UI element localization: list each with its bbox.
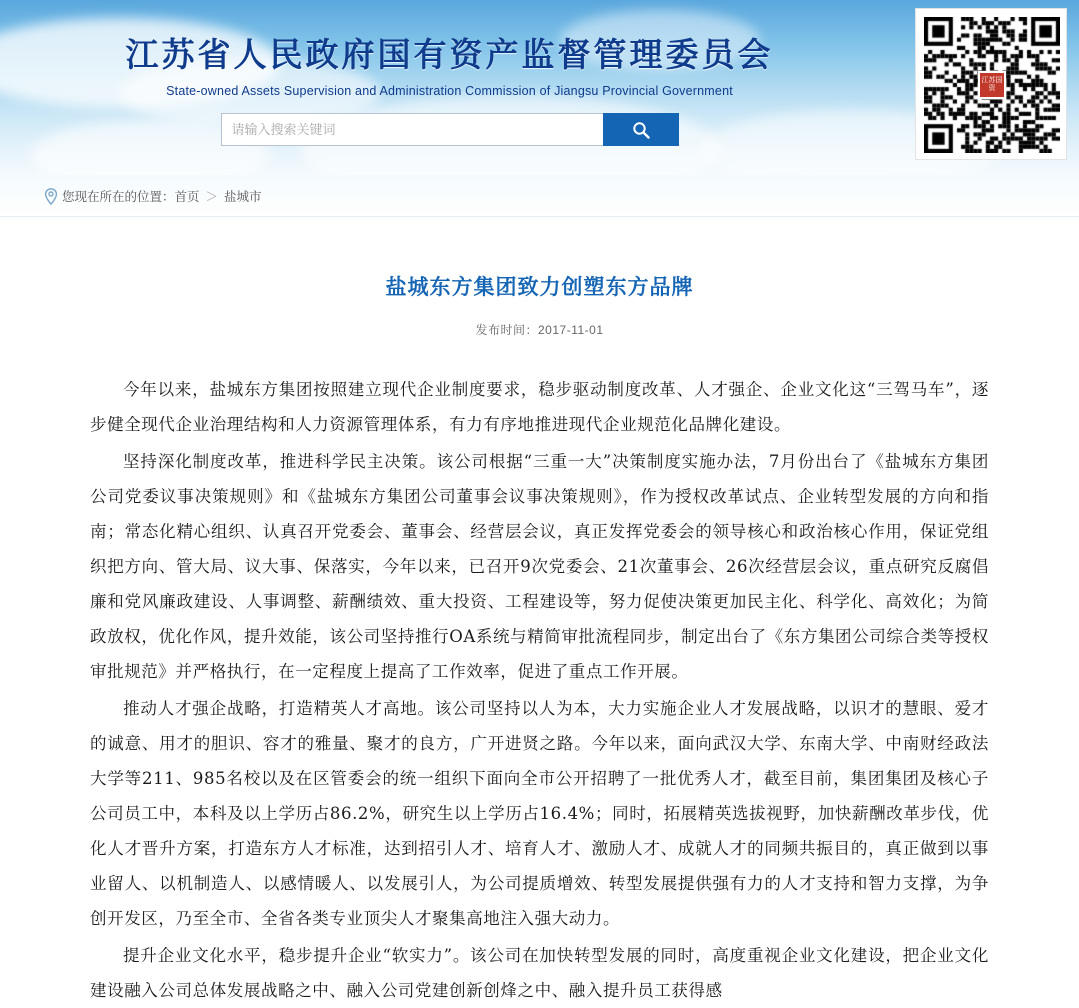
site-title-en: State-owned Assets Supervision and Administration Commission of Jiangsu Provincial Government bbox=[166, 83, 733, 98]
article-paragraph: 坚持深化制度改革，推进科学民主决策。该公司根据“三重一大”决策制度实施办法，7月份出台了《盐城东方集团公司党委议事决策规则》和《盐城东方集团公司董事会议事决策规则》，作为授权改革试点、企业转型发展的方向和指南；常态化精心组织、认真召开党委会、董事会、经营层会议，真正发挥党委会的领导核心和政治核心作用，保证党组织把方向、管大局、议大事、保落实，今年以来，已召开9次党委会、21次董事会、26次经营层会议，重点研究反腐倡廉和党风廉政建设、人事调整、薪酬绩效、重大投资、工程建设等，努力促使决策更加民主化、科学化、高效化；为简政放权，优化作风，提升效能，该公司坚持推行OA系统与精简审批流程同步，制定出台了《东方集团公司综合类等授权审批规范》并严格执行，在一定程度上提高了工作效率，促进了重点工作开展。 bbox=[90, 452, 989, 682]
article-title: 盐城东方集团致力创塑东方品牌 bbox=[385, 274, 694, 300]
qr-code-logo-label: 江苏国资 bbox=[980, 73, 1004, 97]
location-pin-icon bbox=[44, 188, 58, 208]
article-body bbox=[90, 372, 989, 1008]
breadcrumb bbox=[0, 175, 1079, 217]
qr-code-logo bbox=[978, 71, 1006, 99]
article-paragraph: 今年以来，盐城东方集团按照建立现代企业制度要求，稳步驱动制度改革、人才强企、企业文化这“三驾马车”，逐步健全现代企业治理结构和人力资源管理体系，有力有序地推进现代企业规范化品牌化建设。 bbox=[90, 380, 989, 435]
site-banner bbox=[0, 0, 1079, 175]
search-icon bbox=[631, 120, 651, 140]
breadcrumb-home-link[interactable]: 首页 bbox=[174, 189, 200, 204]
article-paragraph: 提升企业文化水平，稳步提升企业“软实力”。该公司在加快转型发展的同时，高度重视企业文化建设，把企业文化建设融入公司总体发展战略之中、融入公司党建创新创烽之中、融入提升员工获得感 bbox=[90, 946, 989, 1001]
search-input[interactable] bbox=[221, 113, 603, 146]
search-button[interactable] bbox=[603, 113, 679, 146]
article-paragraph: 推动人才强企战略，打造精英人才高地。该公司坚持以人为本，大力实施企业人才发展战略，以识才的慧眼、爱才的诚意、用才的胆识、容才的雅量、聚才的良方，广开进贤之路。今年以来，面向武汉大学、东南大学、中南财经政法大学等211、985名校以及在区管委会的统一组织下面向全市公开招聘了一批优秀人才，截至目前，集团集团及核心子公司员工中，本科及以上学历占86.2%，研究生以上学历占16.4%；同时，拓展精英选拔视野，加快薪酬改革步伐，优化人才晋升方案，打造东方人才标准，达到招引人才、培育人才、激励人才、成就人才的同频共振目的，真正做到以事业留人、以机制造人、以感情暖人、以发展引人，为公司提质增效、转型发展提供强有力的人才支持和智力支撑，为争创开发区，乃至全市、全省各类专业顶尖人才聚集高地注入强大动力。 bbox=[90, 699, 989, 929]
breadcrumb-separator: ＞ bbox=[205, 189, 219, 204]
breadcrumb-prefix: 您现在所在的位置： bbox=[62, 189, 175, 204]
article-publish-date: 发布时间：2017-11-01 bbox=[475, 323, 604, 338]
breadcrumb-current: 盐城市 bbox=[224, 189, 262, 204]
article bbox=[0, 217, 1079, 1008]
site-title-cn: 江苏省人民政府国有资产监督管理委员会 bbox=[125, 35, 774, 74]
qr-code bbox=[915, 8, 1067, 160]
